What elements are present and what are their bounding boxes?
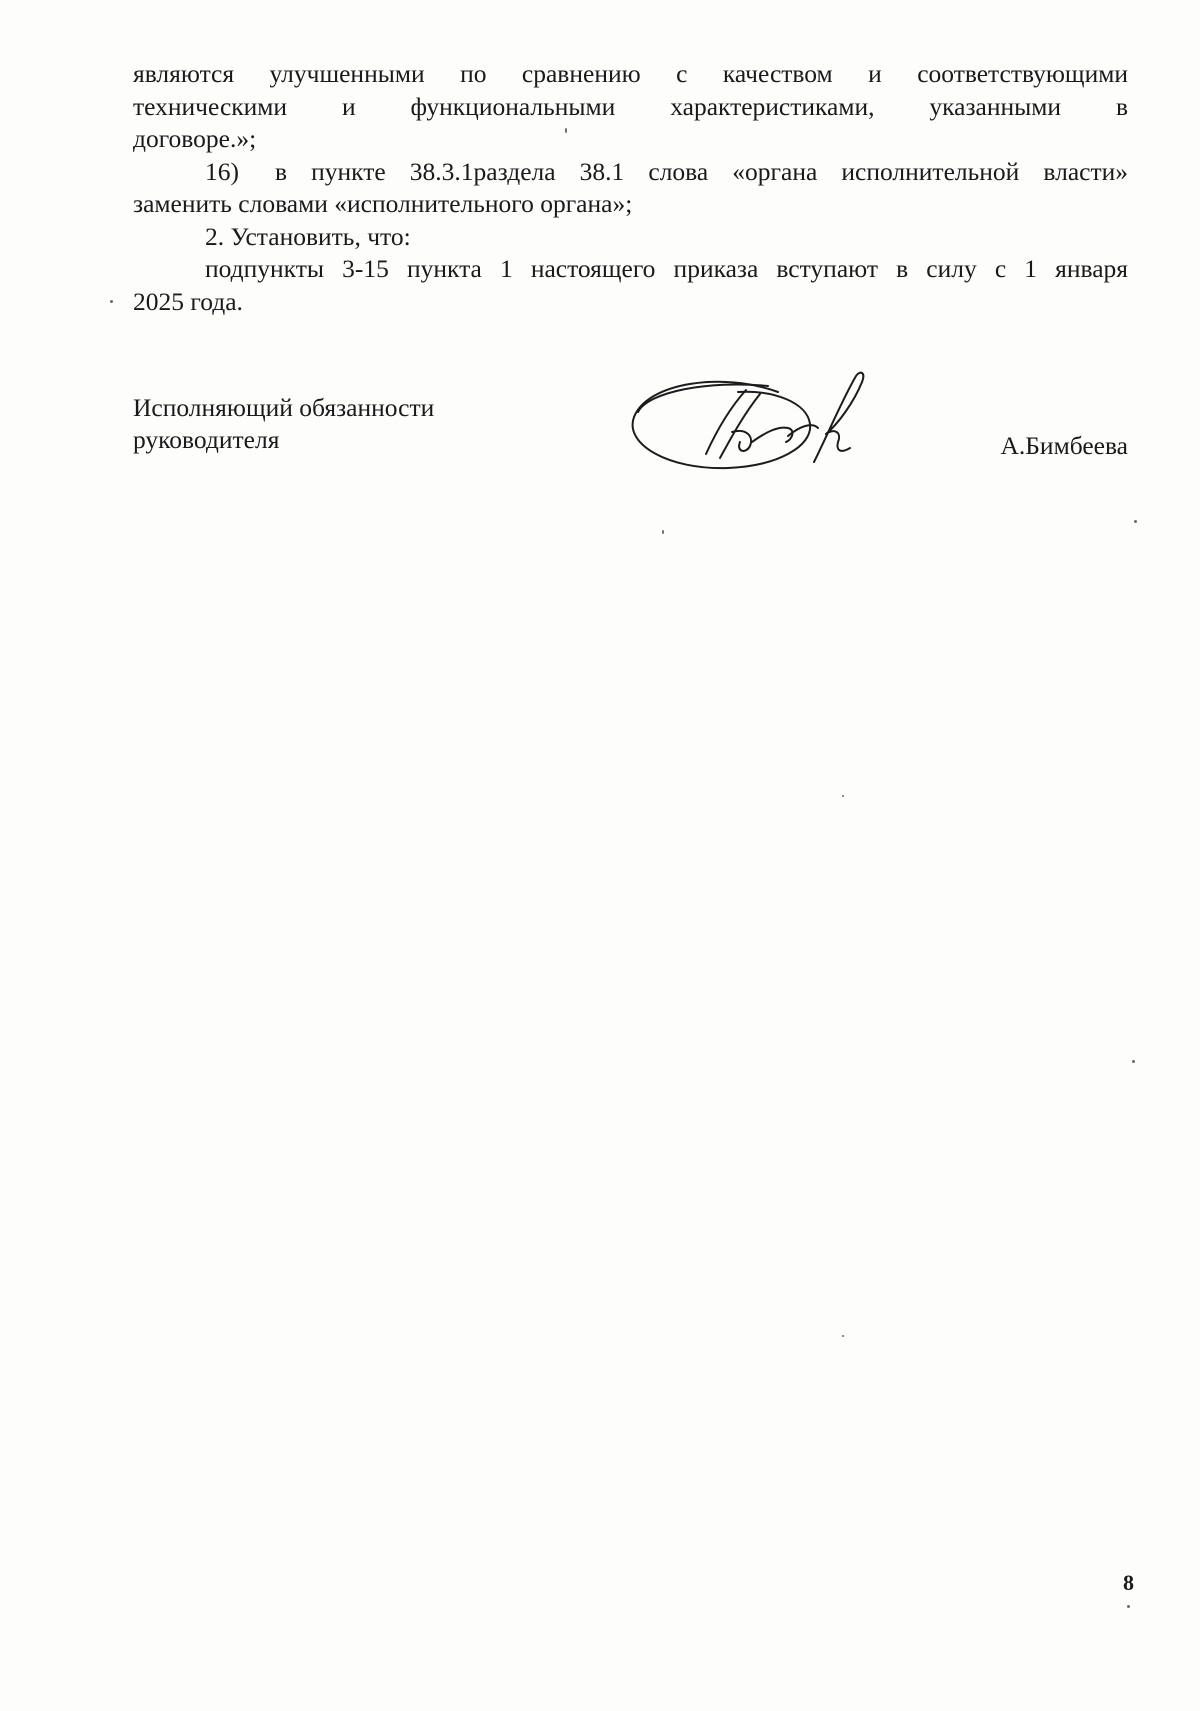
- item-16-number: 16): [205, 156, 239, 186]
- paragraph-continuation-line-1: являются улучшенными по сравнению с качеством и соответствующими: [133, 59, 1128, 88]
- scan-speck: [1132, 1060, 1135, 1063]
- subitems-line-1: подпункты 3-15 пункта 1 настоящего приказа вступают в силу с 1 января: [205, 254, 1128, 283]
- scan-speck: [110, 300, 113, 303]
- scan-speck: [1127, 1605, 1130, 1608]
- paragraph-continuation-line-2: техническими и функциональными характеристиками, указанными в: [133, 91, 1128, 121]
- subitems-line-2: 2025 года.: [133, 286, 243, 316]
- handwritten-signature: [628, 362, 888, 482]
- item-2-heading: 2. Установить, что:: [205, 221, 411, 251]
- signatory-position-line-2: руководителя: [133, 425, 280, 454]
- scan-speck: [662, 530, 664, 534]
- item-16-line-1: [133, 156, 1128, 189]
- page-number: 8: [1123, 1570, 1134, 1595]
- signatory-position-line-1: Исполняющий обязанности: [133, 393, 435, 422]
- scan-speck: [842, 795, 844, 797]
- document-body: [133, 58, 1128, 318]
- item-16-text: в пункте 38.3.1раздела 38.1 слова «органа исполнительной власти»: [275, 156, 1128, 186]
- item-16-line-2: заменить словами «исполнительного органа»;: [133, 189, 633, 218]
- signatory-position: [133, 392, 434, 456]
- signatory-name: А.Бимбеева: [1000, 431, 1128, 460]
- paragraph-continuation-line-3: договоре.»;: [133, 124, 257, 153]
- scan-speck: [1134, 520, 1137, 523]
- scan-speck: [565, 128, 567, 133]
- scan-speck: [842, 1335, 844, 1337]
